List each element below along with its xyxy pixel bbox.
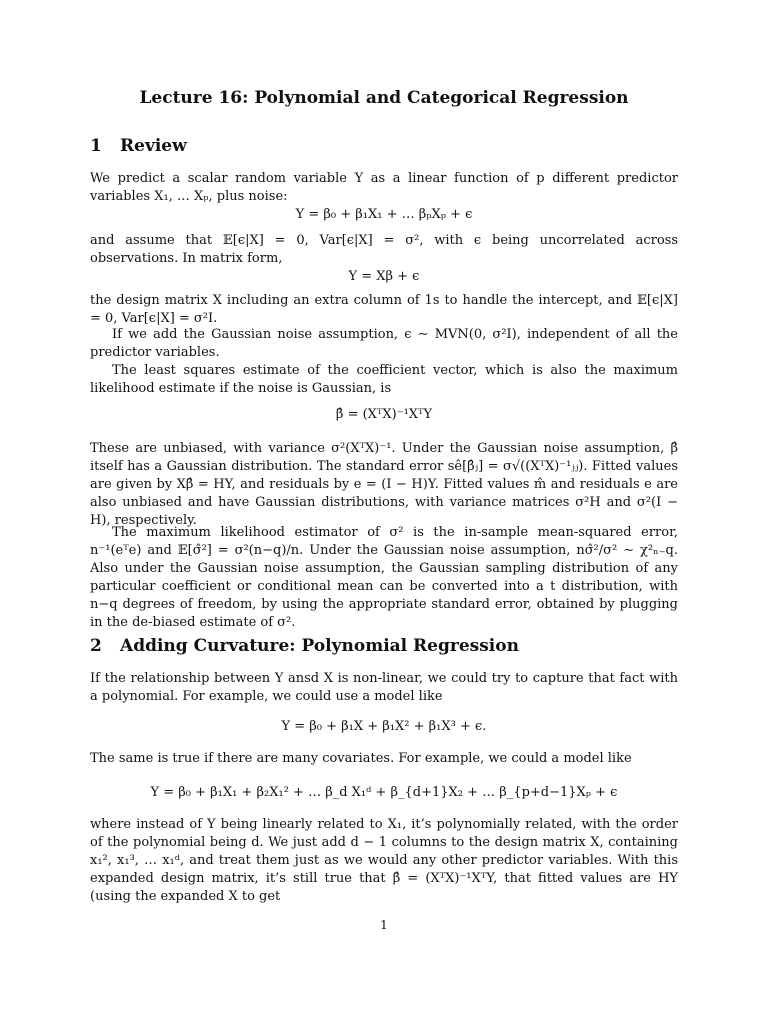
review-paragraph-4: If we add the Gaussian noise assumption, ϵ ∼ MVN(0, σ²I), independent of all the predictor variables. — [90, 327, 678, 360]
section-heading-polynomial — [90, 636, 519, 656]
page-number: 1 — [380, 918, 388, 932]
review-paragraph-1: We predict a scalar random variable Y as a linear function of p different predictor variables X₁, … Xₚ, plus noise: — [90, 171, 678, 204]
poly-paragraph-3: where instead of Y being linearly related to X₁, it’s polynomially related, with the order of the polynomial being d. We just add d − 1 columns to the design matrix X, containing x₁², x₁³, … x₁ᵈ, and treat them just as we would any other predictor variables. With this expanded design matrix, it’s still true that β̂ = (XᵀX)⁻¹XᵀY, that fitted values are HY (using the expanded X to get — [90, 817, 678, 904]
equation-least-squares: β̂ = (XᵀX)⁻¹XᵀY — [335, 407, 433, 422]
equation-cubic-model: Y = β₀ + β₁X + β₁X² + β₁X³ + ϵ. — [281, 719, 487, 734]
lecture-title: Lecture 16: Polynomial and Categorical Regression — [139, 88, 629, 108]
equation-matrix-form: Y = Xβ + ϵ — [348, 269, 420, 284]
section-heading-review — [90, 136, 187, 156]
section-title: Review — [120, 136, 187, 156]
section-number: 2 — [90, 636, 102, 656]
review-paragraph-5: The least squares estimate of the coefficient vector, which is also the maximum likelihood estimate if the noise is Gaussian, is — [90, 363, 678, 396]
review-paragraph-7: The maximum likelihood estimator of σ² is the in-sample mean-squared error, n⁻¹(eᵀe) and 𝔼[σ̂²] = σ²(n−q)/n. Under the Gaussian noise assumption, nσ̂²/σ² ∼ χ²ₙ₋q. Also under the Gaussian noise assumption, the Gaussian sampling distribution of any particular coefficient or conditional mean can be converted into a t distribution, with n−q degrees of freedom, by using the appropriate standard error, obtained by plugging in the de-biased estimate of σ². — [90, 525, 678, 630]
review-paragraph-3: the design matrix X including an extra column of 1s to handle the intercept, and 𝔼[ϵ|X] = 0, Var[ϵ|X] = σ²I. — [90, 293, 678, 326]
review-paragraph-6: These are unbiased, with variance σ²(XᵀX)⁻¹. Under the Gaussian noise assumption, β̂ itself has a Gaussian distribution. The standard error sê[β̂ⱼ] = σ√((XᵀX)⁻¹ⱼⱼ). Fitted values are given by Xβ̂ = HY, and residuals by e = (I − H)Y. Fitted values m̂ and residuals e are also unbiased and have Gaussian distributions, with variance matrices σ²H and σ²(I − H), respectively. — [90, 441, 678, 528]
poly-paragraph-2: The same is true if there are many covariates. For example, we could a model like — [90, 751, 632, 766]
equation-multivariate-poly: Y = β₀ + β₁X₁ + β₂X₁² + … β_d X₁ᵈ + β_{d+1}X₂ + … β_{p+d−1}Xₚ + ϵ — [150, 785, 618, 800]
section-number: 1 — [90, 136, 102, 156]
equation-linear-model: Y = β₀ + β₁X₁ + … βₚXₚ + ϵ — [295, 207, 473, 222]
section-title: Adding Curvature: Polynomial Regression — [120, 636, 519, 656]
poly-paragraph-1: If the relationship between Y ansd X is non-linear, we could try to capture that fact with a polynomial. For example, we could use a model like — [90, 671, 678, 704]
review-paragraph-2: and assume that 𝔼[ϵ|X] = 0, Var[ϵ|X] = σ², with ϵ being uncorrelated across observations. In matrix form, — [90, 233, 678, 266]
